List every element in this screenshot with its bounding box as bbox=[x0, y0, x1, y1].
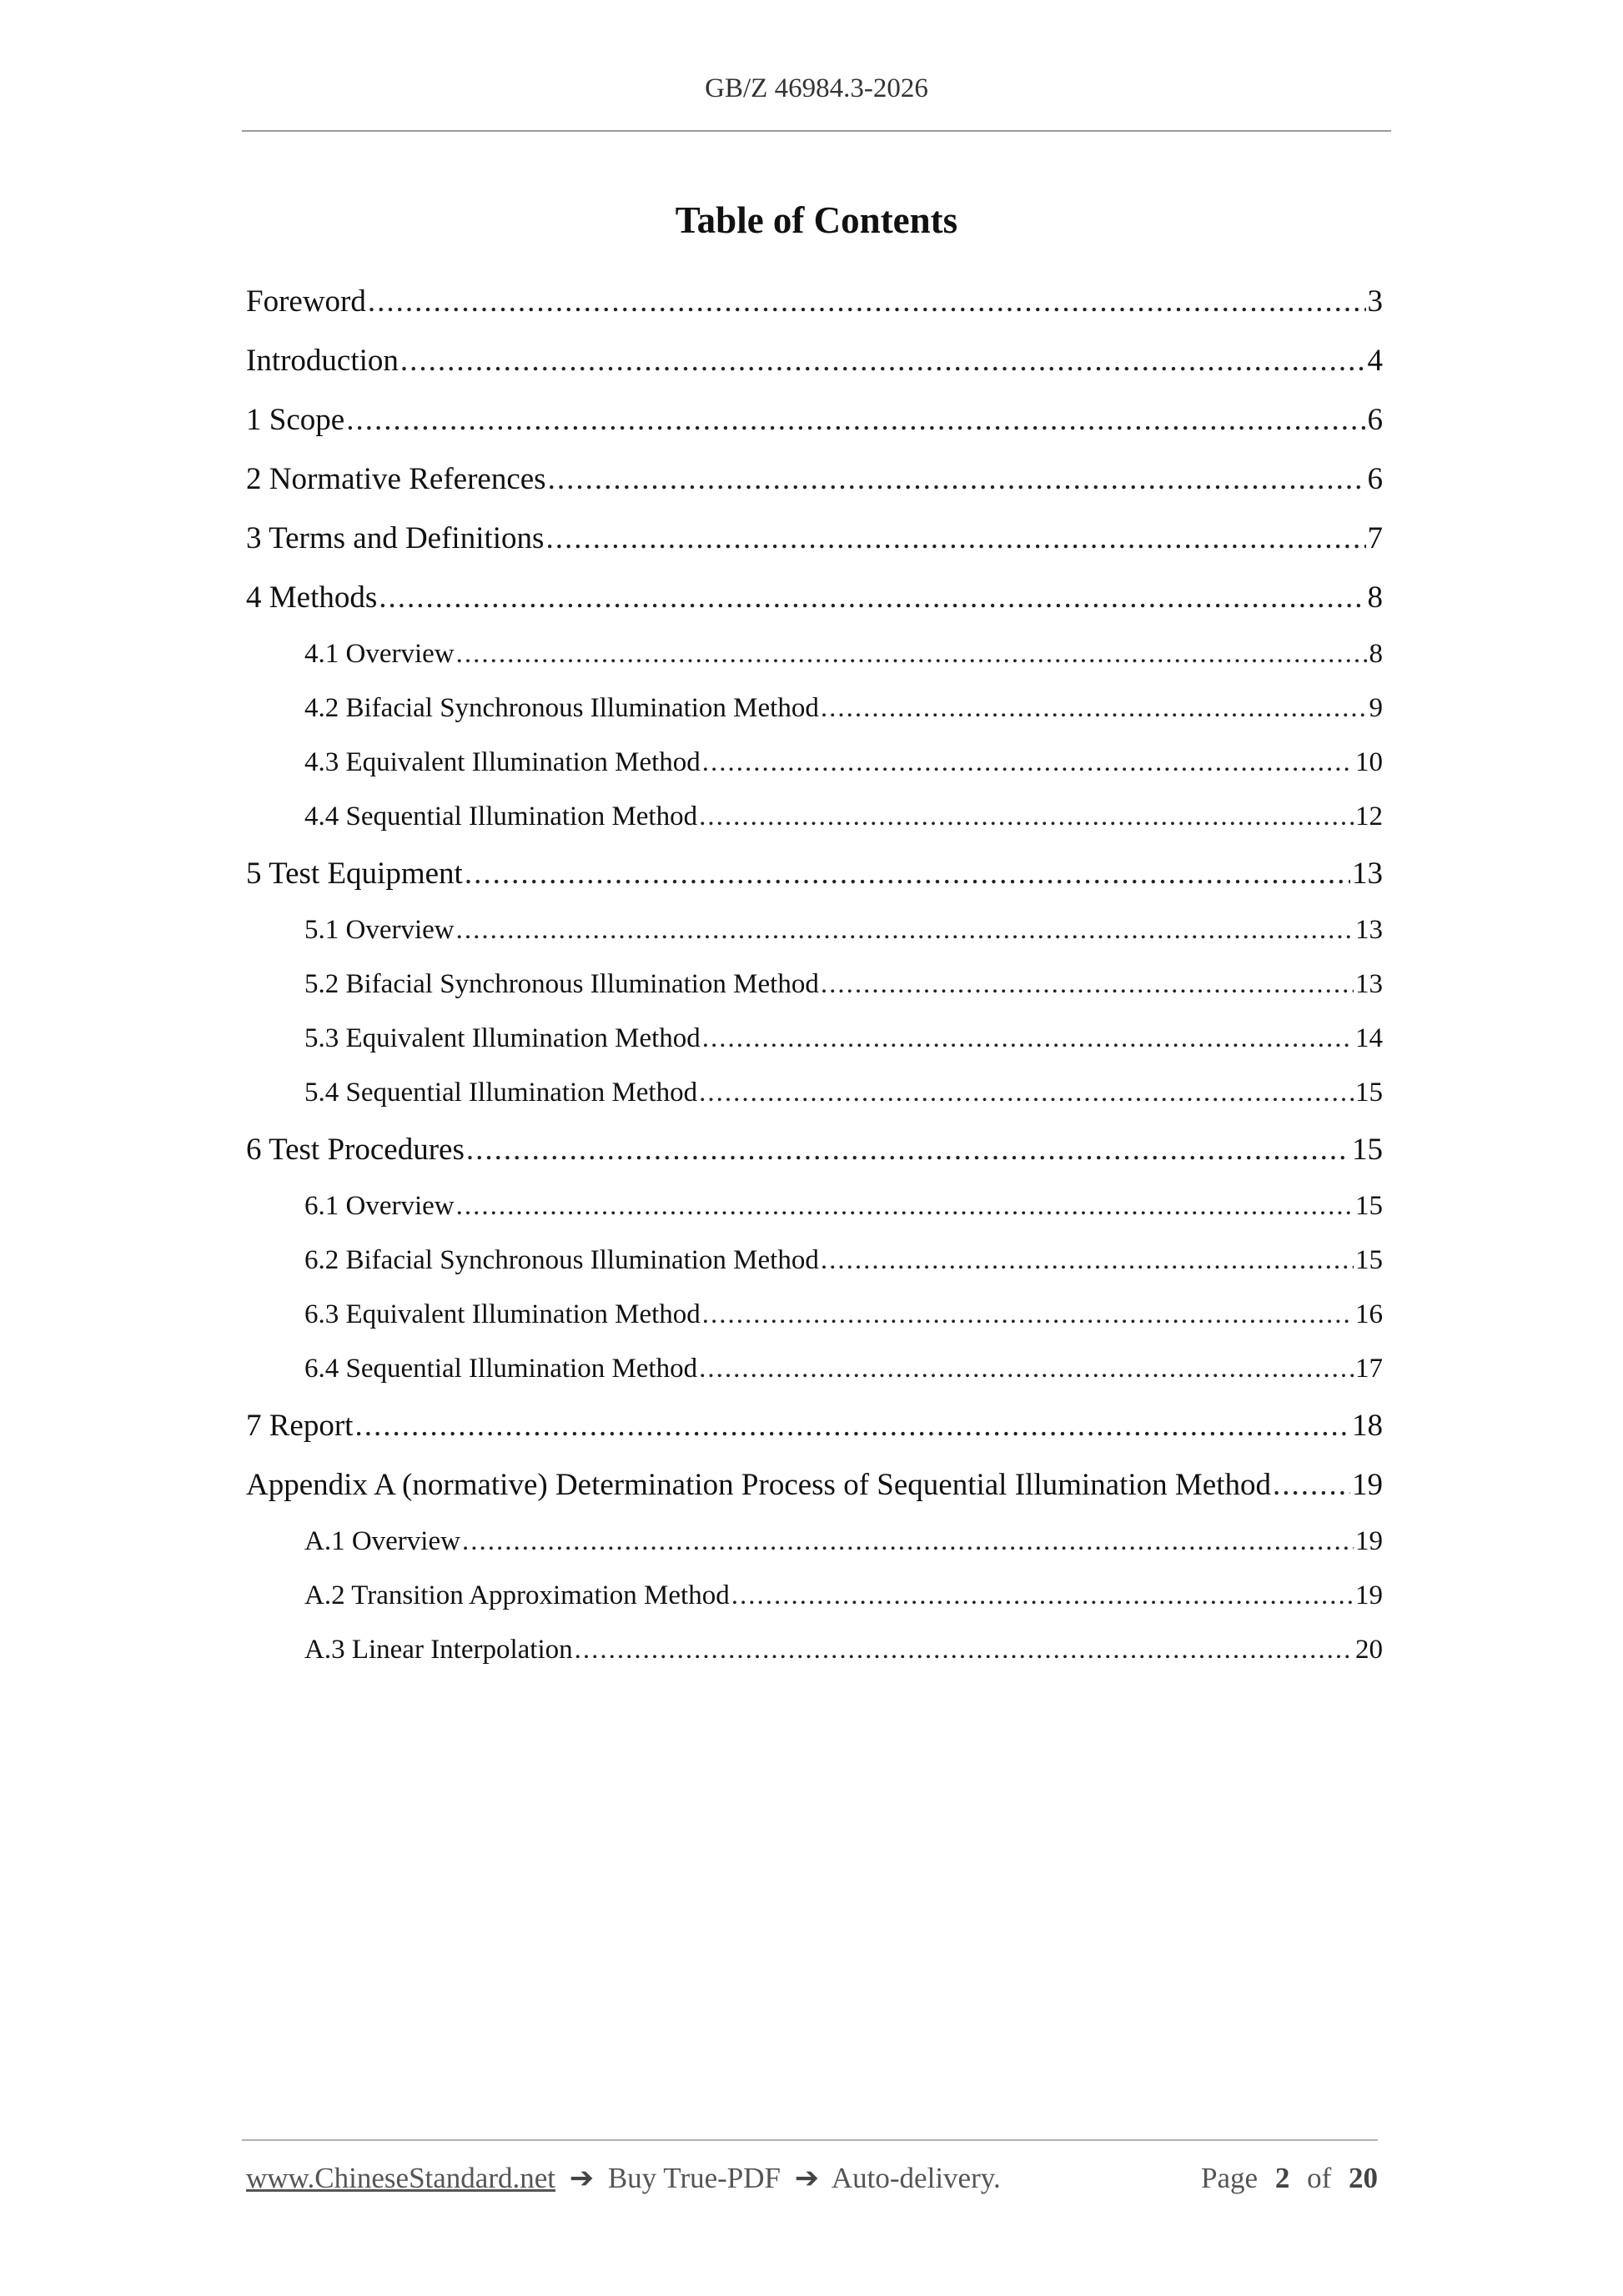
toc-entry[interactable] bbox=[246, 1526, 1383, 1580]
toc-dot-leader bbox=[456, 915, 1354, 946]
toc-entry-label: 5 Test Equipment bbox=[246, 857, 463, 891]
toc-entry-page-number: 12 bbox=[1355, 801, 1383, 831]
toc-entry[interactable] bbox=[246, 461, 1383, 520]
toc-dot-leader bbox=[346, 402, 1365, 438]
toc-entry-page-number: 13 bbox=[1352, 857, 1383, 891]
toc-dot-leader bbox=[368, 284, 1366, 319]
toc-entry[interactable] bbox=[246, 520, 1383, 580]
toc-entry[interactable] bbox=[246, 1635, 1383, 1689]
toc-dot-leader bbox=[354, 1408, 1350, 1444]
toc-entry-page-number: 13 bbox=[1355, 915, 1383, 945]
toc-dot-leader bbox=[545, 520, 1365, 556]
table-of-contents bbox=[246, 284, 1383, 1689]
toc-dot-leader bbox=[702, 1299, 1354, 1330]
toc-dot-leader bbox=[821, 969, 1354, 1000]
toc-entry-label: 4 Methods bbox=[246, 580, 378, 615]
toc-entry[interactable] bbox=[246, 1467, 1383, 1526]
toc-entry-label: 6.1 Overview bbox=[304, 1191, 455, 1221]
toc-entry-page-number: 6 bbox=[1367, 462, 1383, 496]
toc-entry-page-number: 19 bbox=[1355, 1526, 1383, 1556]
toc-entry[interactable] bbox=[246, 284, 1383, 343]
toc-entry-label: 5.3 Equivalent Illumination Method bbox=[304, 1023, 701, 1053]
toc-dot-leader bbox=[548, 461, 1366, 497]
toc-dot-leader bbox=[699, 801, 1354, 832]
toc-entry[interactable] bbox=[246, 1299, 1383, 1354]
document-number-header: GB/Z 46984.3-2026 bbox=[705, 73, 928, 103]
toc-entry[interactable] bbox=[246, 969, 1383, 1023]
toc-entry-page-number: 16 bbox=[1355, 1299, 1383, 1329]
toc-entry[interactable] bbox=[246, 1580, 1383, 1635]
toc-entry-page-number: 13 bbox=[1355, 969, 1383, 999]
toc-entry[interactable] bbox=[246, 1408, 1383, 1467]
toc-entry-label: 4.3 Equivalent Illumination Method bbox=[304, 747, 701, 777]
toc-entry-page-number: 6 bbox=[1367, 403, 1383, 437]
toc-entry[interactable] bbox=[246, 580, 1383, 639]
toc-dot-leader bbox=[699, 1354, 1354, 1384]
toc-entry[interactable] bbox=[246, 801, 1383, 856]
toc-entry[interactable] bbox=[246, 639, 1383, 693]
toc-dot-leader bbox=[379, 580, 1365, 615]
toc-dot-leader bbox=[1273, 1467, 1350, 1503]
toc-entry-page-number: 4 bbox=[1367, 344, 1383, 378]
toc-entry-label: 6.2 Bifacial Synchronous Illumination Method bbox=[304, 1245, 819, 1275]
toc-title: Table of Contents bbox=[675, 199, 958, 241]
header-divider bbox=[242, 130, 1391, 132]
toc-entry-page-number: 7 bbox=[1367, 521, 1383, 555]
toc-entry-page-number: 19 bbox=[1355, 1580, 1383, 1610]
toc-entry-label: A.3 Linear Interpolation bbox=[304, 1635, 573, 1665]
toc-entry-label: Introduction bbox=[246, 344, 399, 378]
of-word: of bbox=[1307, 2162, 1332, 2194]
toc-entry[interactable] bbox=[246, 856, 1383, 915]
toc-entry-page-number: 15 bbox=[1355, 1245, 1383, 1275]
arrow-right-icon: ➔ bbox=[569, 2162, 595, 2194]
toc-dot-leader bbox=[456, 1191, 1354, 1222]
toc-entry-page-number: 15 bbox=[1355, 1078, 1383, 1108]
toc-dot-leader bbox=[466, 1132, 1350, 1168]
page-word: Page bbox=[1201, 2162, 1259, 2194]
toc-entry[interactable] bbox=[246, 1023, 1383, 1078]
toc-entry-label: 1 Scope bbox=[246, 403, 345, 437]
toc-dot-leader bbox=[575, 1635, 1354, 1665]
chinesestandard-link[interactable]: www.ChineseStandard.net bbox=[246, 2162, 555, 2194]
toc-entry-page-number: 15 bbox=[1355, 1191, 1383, 1221]
toc-entry-page-number: 17 bbox=[1355, 1354, 1383, 1384]
footer-divider bbox=[242, 2139, 1378, 2141]
toc-entry-page-number: 8 bbox=[1367, 580, 1383, 615]
buy-true-pdf-text: Buy True-PDF bbox=[607, 2162, 781, 2194]
toc-dot-leader bbox=[731, 1580, 1354, 1611]
toc-dot-leader bbox=[821, 693, 1368, 724]
toc-entry[interactable] bbox=[246, 343, 1383, 402]
toc-entry-label: 4.4 Sequential Illumination Method bbox=[304, 801, 698, 831]
toc-entry-label: 7 Report bbox=[246, 1409, 354, 1443]
toc-entry-page-number: 18 bbox=[1352, 1409, 1383, 1443]
toc-entry-page-number: 9 bbox=[1369, 693, 1383, 723]
auto-delivery-text: Auto-delivery. bbox=[831, 2162, 1001, 2194]
toc-entry-page-number: 19 bbox=[1352, 1468, 1383, 1502]
toc-entry-label: 6 Test Procedures bbox=[246, 1133, 465, 1167]
toc-entry[interactable] bbox=[246, 1078, 1383, 1132]
toc-entry-label: 5.2 Bifacial Synchronous Illumination Method bbox=[304, 969, 819, 999]
toc-entry-label: 3 Terms and Definitions bbox=[246, 521, 545, 555]
toc-entry-label: A.1 Overview bbox=[304, 1526, 460, 1556]
toc-entry-label: 6.4 Sequential Illumination Method bbox=[304, 1354, 698, 1384]
toc-dot-leader bbox=[456, 639, 1368, 670]
toc-entry-page-number: 20 bbox=[1355, 1635, 1383, 1665]
toc-entry[interactable] bbox=[246, 915, 1383, 969]
toc-dot-leader bbox=[821, 1245, 1354, 1276]
toc-dot-leader bbox=[462, 1526, 1354, 1557]
toc-entry-page-number: 14 bbox=[1355, 1023, 1383, 1053]
current-page-number: 2 bbox=[1274, 2162, 1290, 2194]
toc-entry-label: 5.1 Overview bbox=[304, 915, 455, 945]
toc-entry[interactable] bbox=[246, 1354, 1383, 1408]
toc-entry[interactable] bbox=[246, 1191, 1383, 1245]
page-counter bbox=[1201, 2162, 1378, 2195]
toc-entry-page-number: 3 bbox=[1367, 284, 1383, 319]
toc-entry-page-number: 10 bbox=[1355, 747, 1383, 777]
toc-entry-label: 4.1 Overview bbox=[304, 639, 455, 669]
toc-entry-label: A.2 Transition Approximation Method bbox=[304, 1580, 730, 1610]
total-page-count: 20 bbox=[1349, 2162, 1378, 2194]
toc-entry-label: 4.2 Bifacial Synchronous Illumination Method bbox=[304, 693, 819, 723]
page-footer bbox=[246, 2162, 1378, 2195]
footer-left bbox=[246, 2162, 1001, 2195]
toc-dot-leader bbox=[699, 1078, 1354, 1108]
toc-entry[interactable] bbox=[246, 1132, 1383, 1191]
toc-entry[interactable] bbox=[246, 402, 1383, 461]
toc-entry[interactable] bbox=[246, 747, 1383, 801]
toc-dot-leader bbox=[465, 856, 1350, 892]
toc-entry-label: 6.3 Equivalent Illumination Method bbox=[304, 1299, 701, 1329]
toc-entry-label: Appendix A (normative) Determination Process of Sequential Illumination Method bbox=[246, 1468, 1271, 1502]
toc-entry-label: 5.4 Sequential Illumination Method bbox=[304, 1078, 698, 1108]
toc-dot-leader bbox=[702, 747, 1354, 778]
toc-entry-page-number: 8 bbox=[1369, 639, 1383, 669]
toc-dot-leader bbox=[400, 343, 1366, 379]
toc-entry[interactable] bbox=[246, 693, 1383, 747]
toc-entry[interactable] bbox=[246, 1245, 1383, 1299]
toc-entry-label: 2 Normative References bbox=[246, 462, 546, 496]
toc-entry-label: Foreword bbox=[246, 284, 366, 319]
arrow-right-icon: ➔ bbox=[794, 2162, 820, 2194]
toc-dot-leader bbox=[702, 1023, 1354, 1054]
toc-entry-page-number: 15 bbox=[1352, 1133, 1383, 1167]
